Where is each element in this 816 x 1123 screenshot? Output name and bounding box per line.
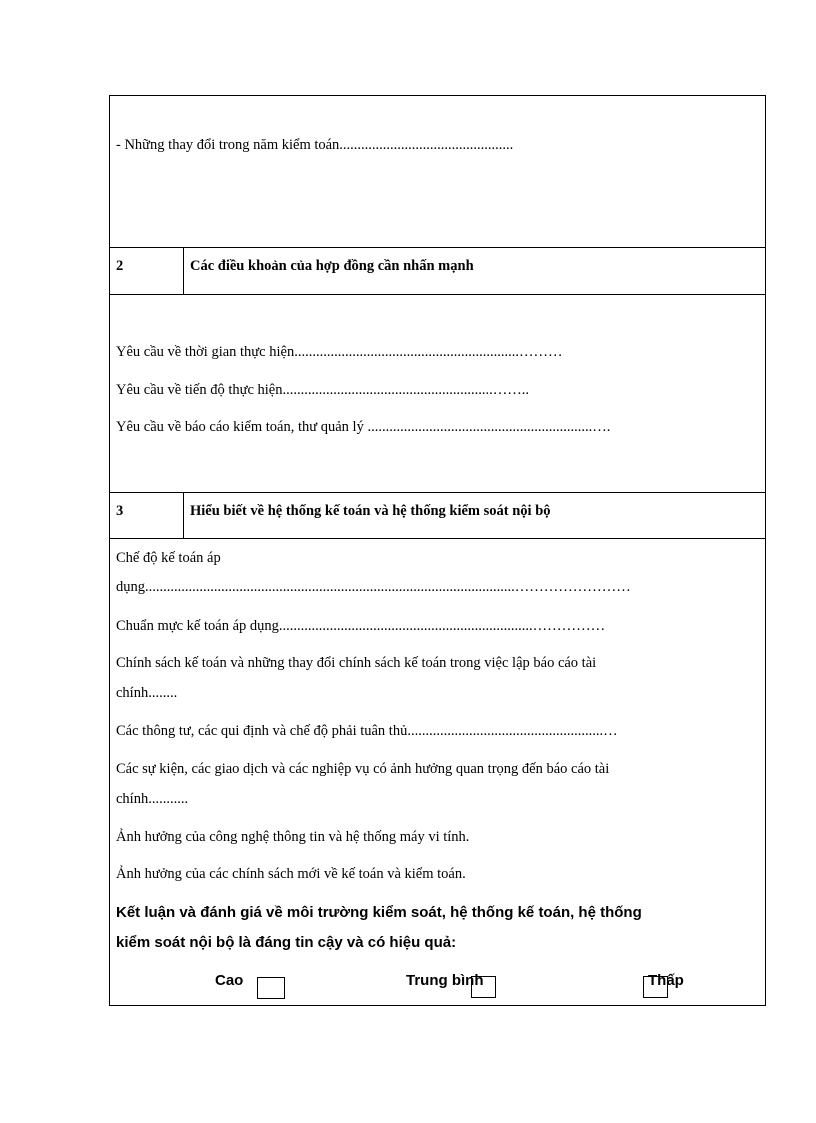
it-impact-line: Ảnh hưởng của công nghệ thông tin và hệ thống máy vi tính.	[116, 829, 470, 845]
rating-medium-checkbox[interactable]	[471, 976, 496, 998]
accounting-regime-line: Chế độ kế toán áp	[116, 550, 221, 566]
row-divider	[110, 538, 765, 539]
accounting-regime-applied-line: dụng......................................................................................................……………………	[116, 579, 631, 595]
conclusion-line-cont: kiểm soát nội bộ là đáng tin cậy và có hiệu quả:	[116, 934, 457, 951]
accounting-policies-line: Chính sách kế toán và những thay đổi chính sách kế toán trong việc lập báo cáo tài	[116, 655, 597, 671]
new-policies-impact-line: Ảnh hưởng của các chính sách mới về kế toán và kiểm toán.	[116, 866, 466, 882]
rating-high-label: Cao	[215, 972, 244, 989]
accounting-policies-line-cont: chính........	[116, 685, 178, 701]
significant-events-line-cont: chính...........	[116, 791, 189, 807]
column-divider	[183, 492, 184, 538]
section-2-title: Các điều khoản của hợp đồng cần nhấn mạnh	[190, 258, 474, 274]
row-divider	[110, 492, 765, 493]
section-3-number: 3	[116, 503, 124, 519]
section-3-title: Hiểu biết về hệ thống kế toán và hệ thống kiểm soát nội bộ	[190, 503, 551, 519]
rating-low-checkbox[interactable]	[643, 976, 668, 998]
accounting-standards-line: Chuẩn mực kế toán áp dụng......................................................................……………	[116, 618, 606, 634]
time-requirement-line: Yêu cầu về thời gian thực hiện..............................................................………	[116, 344, 563, 360]
rating-high-checkbox[interactable]	[257, 977, 285, 999]
rating-low-label: Thấp	[648, 972, 684, 989]
changes-during-audit-year: - Những thay đổi trong năm kiểm toán................................................	[116, 137, 514, 153]
column-divider	[183, 247, 184, 294]
section-2-number: 2	[116, 258, 124, 274]
circulars-regulations-line: Các thông tư, các qui định và chế độ phải tuân thủ......................................................…	[116, 723, 618, 739]
progress-requirement-line: Yêu cầu về tiến độ thực hiện..........................................................……..	[116, 382, 529, 398]
row-divider	[110, 294, 765, 295]
conclusion-line: Kết luận và đánh giá về môi trường kiểm soát, hệ thống kế toán, hệ thống	[116, 904, 642, 921]
significant-events-line: Các sự kiện, các giao dịch và các nghiệp vụ có ảnh hưởng quan trọng đến báo cáo tài	[116, 761, 610, 777]
row-divider	[110, 247, 765, 248]
rating-medium-label: Trung bình	[406, 972, 484, 989]
report-requirement-line: Yêu cầu về báo cáo kiểm toán, thư quản lý ..............................................................….	[116, 419, 611, 435]
